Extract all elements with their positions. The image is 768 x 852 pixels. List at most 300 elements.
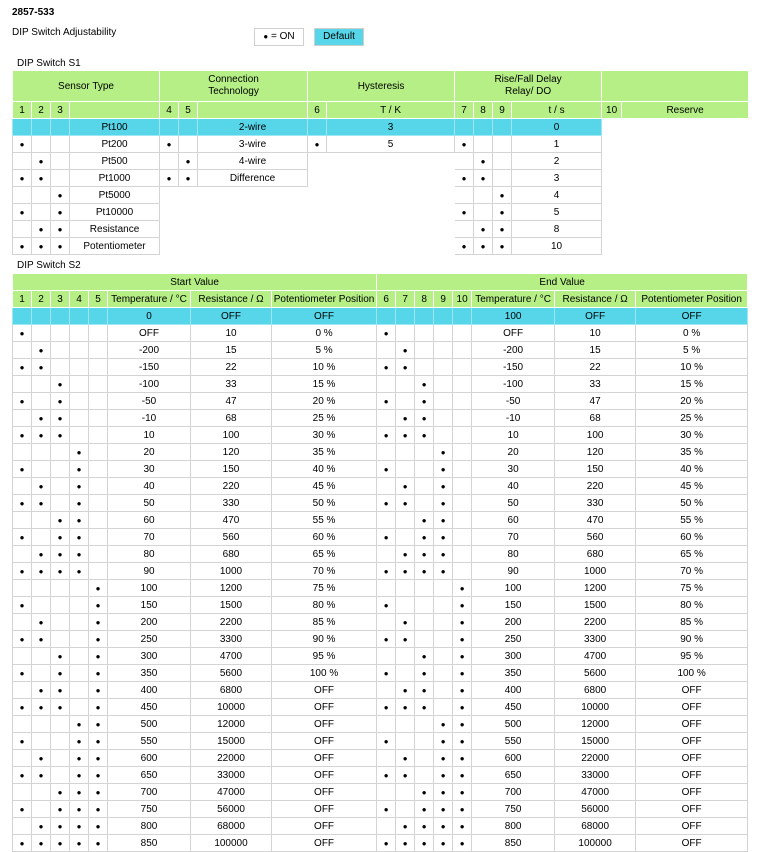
dot-icon [384, 498, 389, 509]
s2-end-sw6-cell [377, 478, 396, 495]
s1-sensor-type-cell: Pt500 [70, 153, 160, 170]
s2-end-resistance-cell: 1200 [555, 580, 636, 597]
dot-icon [460, 668, 465, 679]
s1-sw1-header: 1 [13, 102, 32, 119]
s2-end-sw7-cell [396, 818, 415, 835]
s2-end-sw6-cell [377, 733, 396, 750]
dot-icon [96, 600, 101, 611]
s2-row [13, 733, 748, 750]
s2-start-potentiometer-cell: 75 % [272, 580, 377, 597]
s2-start-resistance-cell: 22 [191, 359, 272, 376]
s2-end-sw10-cell [453, 614, 472, 631]
s2-end-sw8-cell [415, 563, 434, 580]
s2-end-sw9-cell [434, 359, 453, 376]
s2-end-sw8-cell [415, 308, 434, 325]
s2-start-resistance-cell: 12000 [191, 716, 272, 733]
s2-end-sw6-cell [377, 546, 396, 563]
s2-start-sw1-cell [13, 529, 32, 546]
dot-icon [77, 770, 82, 781]
dot-icon [58, 190, 63, 201]
dot-icon [58, 396, 63, 407]
s1-sw3-cell [51, 221, 70, 238]
s2-end-temperature-cell: 200 [472, 614, 555, 631]
dot-icon [96, 770, 101, 781]
s2-end-sw9-cell [434, 665, 453, 682]
s1-sw2-cell [32, 221, 51, 238]
s2-start-sw4-cell [70, 750, 89, 767]
s2-end-potentiometer-cell: 40 % [636, 461, 748, 478]
s2-start-sw4-cell [70, 512, 89, 529]
s2-row [13, 359, 748, 376]
s2-start-potentiometer-cell: OFF [272, 716, 377, 733]
s2-end-sw6-cell [377, 512, 396, 529]
s2-start-sw1-cell [13, 478, 32, 495]
s2-end-sw10-cell [453, 376, 472, 393]
s1-sw4-cell [160, 136, 179, 153]
s1-subheader-row [13, 102, 749, 119]
s2-end-sw9-cell [434, 342, 453, 359]
s1-sensor-type-cell: Potentiometer [70, 238, 160, 255]
s2-end-sw8-cell [415, 444, 434, 461]
s2-start-sw5-cell [89, 393, 108, 410]
s2-end-temperature-cell: 750 [472, 801, 555, 818]
s1-empty-cell [327, 153, 455, 170]
s2-sw1-header: 1 [13, 291, 32, 308]
s2-start-resistance-cell: 10 [191, 325, 272, 342]
s2-end-temperature-cell: 250 [472, 631, 555, 648]
s2-end-sw10-cell [453, 461, 472, 478]
s2-start-temperature-cell: 500 [108, 716, 191, 733]
s1-sw3-cell [51, 238, 70, 255]
s1-sw1-cell [13, 119, 32, 136]
s2-start-potentiometer-header: Potentiometer Position [272, 291, 377, 308]
s2-start-sw2-cell [32, 614, 51, 631]
s2-row [13, 784, 748, 801]
s2-start-sw5-cell [89, 308, 108, 325]
s2-end-sw8-cell [415, 801, 434, 818]
s2-start-sw1-cell [13, 750, 32, 767]
dot-icon [462, 207, 467, 218]
dot-icon [481, 241, 486, 252]
s2-end-sw6-cell [377, 682, 396, 699]
s2-end-potentiometer-cell: OFF [636, 733, 748, 750]
s1-empty-cell [327, 204, 455, 221]
s2-end-resistance-cell: 150 [555, 461, 636, 478]
s2-end-sw10-cell [453, 495, 472, 512]
s2-end-temperature-cell: 100 [472, 308, 555, 325]
s2-end-sw6-cell [377, 784, 396, 801]
s2-start-sw1-cell [13, 665, 32, 682]
s2-end-temperature-cell: 650 [472, 767, 555, 784]
legend-default [314, 28, 364, 46]
s2-start-sw4-cell [70, 546, 89, 563]
dot-icon [315, 139, 320, 150]
s1-sw3-cell [51, 136, 70, 153]
s2-start-sw5-cell [89, 733, 108, 750]
dot-icon [441, 532, 446, 543]
dot-icon [441, 736, 446, 747]
s1-empty-cell [622, 136, 749, 153]
s1-sw2-cell [32, 136, 51, 153]
s1-sw8-cell [474, 187, 493, 204]
s1-sensor-type-cell: Resistance [70, 221, 160, 238]
dot-icon [462, 139, 467, 150]
dot-icon [20, 173, 25, 184]
dot-icon [39, 685, 44, 696]
s2-start-resistance-cell: 150 [191, 461, 272, 478]
s2-start-sw2-cell [32, 359, 51, 376]
s2-start-sw1-cell [13, 648, 32, 665]
s2-start-sw2-cell [32, 716, 51, 733]
dot-icon [500, 190, 505, 201]
s2-end-resistance-cell: 22 [555, 359, 636, 376]
dot-icon [422, 804, 427, 815]
s1-sensor-type-cell: Pt10000 [70, 204, 160, 221]
dot-icon [422, 787, 427, 798]
s2-end-sw9-cell [434, 563, 453, 580]
s2-end-sw10-cell [453, 767, 472, 784]
s2-sw8-header: 8 [415, 291, 434, 308]
dot-icon [403, 685, 408, 696]
s2-end-sw7-cell [396, 427, 415, 444]
s1-sw7-cell [455, 136, 474, 153]
s2-start-potentiometer-cell: 65 % [272, 546, 377, 563]
s2-end-sw10-cell [453, 631, 472, 648]
s1-empty-cell [308, 238, 327, 255]
dot-icon [460, 702, 465, 713]
s2-start-resistance-cell: 3300 [191, 631, 272, 648]
s2-end-sw7-cell [396, 529, 415, 546]
s1-empty-cell [602, 170, 622, 187]
s2-end-sw9-cell [434, 648, 453, 665]
s2-start-sw5-cell [89, 478, 108, 495]
s2-start-sw2-cell [32, 478, 51, 495]
s2-start-sw1-cell [13, 546, 32, 563]
s2-row [13, 614, 748, 631]
s2-end-sw7-cell [396, 767, 415, 784]
dot-icon [96, 838, 101, 849]
s1-group-sensor-type: Sensor Type [13, 71, 160, 102]
s1-sw7-header: 7 [455, 102, 474, 119]
s2-start-resistance-cell: 47000 [191, 784, 272, 801]
dot-icon [77, 804, 82, 815]
s1-empty-cell [327, 221, 455, 238]
s2-start-sw2-cell [32, 631, 51, 648]
s2-end-resistance-cell: 5600 [555, 665, 636, 682]
s2-subheader-row [13, 291, 748, 308]
dot-icon [500, 207, 505, 218]
document-code: 2857-533 [12, 7, 55, 18]
s2-end-sw10-cell [453, 801, 472, 818]
s2-end-resistance-cell: 10000 [555, 699, 636, 716]
s2-end-potentiometer-cell: 30 % [636, 427, 748, 444]
s2-start-potentiometer-cell: 5 % [272, 342, 377, 359]
s2-start-potentiometer-cell: 45 % [272, 478, 377, 495]
s2-start-temperature-cell: 400 [108, 682, 191, 699]
s2-start-temperature-cell: 50 [108, 495, 191, 512]
s1-sw1-cell [13, 153, 32, 170]
dot-icon [77, 566, 82, 577]
s2-start-sw4-cell [70, 818, 89, 835]
dot-icon [422, 396, 427, 407]
s2-start-sw1-cell [13, 614, 32, 631]
s2-start-temperature-cell: 250 [108, 631, 191, 648]
dot-icon [58, 566, 63, 577]
dot-icon [441, 515, 446, 526]
dot-icon [441, 804, 446, 815]
s2-end-sw10-cell [453, 597, 472, 614]
default-swatch: Default [315, 29, 363, 45]
s2-end-sw8-cell [415, 665, 434, 682]
s2-end-resistance-cell: 330 [555, 495, 636, 512]
s2-start-resistance-cell: 1000 [191, 563, 272, 580]
s2-end-sw8-cell [415, 546, 434, 563]
dot-icon [77, 719, 82, 730]
s1-sw9-cell [493, 187, 512, 204]
s2-end-resistance-cell: 56000 [555, 801, 636, 818]
s2-sw10-header: 10 [453, 291, 472, 308]
dot-icon [422, 838, 427, 849]
legend-text: = ON [271, 31, 295, 42]
s2-end-potentiometer-cell: OFF [636, 835, 748, 852]
dot-icon [384, 532, 389, 543]
dot-icon [384, 634, 389, 645]
dot-icon [58, 685, 63, 696]
s2-start-sw5-cell [89, 376, 108, 393]
s2-start-sw1-cell [13, 784, 32, 801]
s2-start-sw5-cell [89, 563, 108, 580]
s2-row [13, 580, 748, 597]
s2-end-sw7-cell [396, 716, 415, 733]
s2-end-sw6-cell [377, 495, 396, 512]
s2-end-sw7-cell [396, 665, 415, 682]
s2-title: DIP Switch S2 [17, 260, 81, 271]
s2-start-sw5-cell [89, 835, 108, 852]
s2-end-potentiometer-cell: 15 % [636, 376, 748, 393]
s1-sw3-cell [51, 119, 70, 136]
s2-start-sw4-cell [70, 835, 89, 852]
dot-icon [39, 549, 44, 560]
s2-start-potentiometer-cell: 50 % [272, 495, 377, 512]
s2-end-sw10-cell [453, 529, 472, 546]
s2-start-sw4-cell [70, 784, 89, 801]
dot-icon [58, 668, 63, 679]
s2-end-sw8-cell [415, 427, 434, 444]
s2-start-resistance-cell: 2200 [191, 614, 272, 631]
dot-icon [460, 600, 465, 611]
s2-end-resistance-cell: 100 [555, 427, 636, 444]
s2-start-sw5-cell [89, 512, 108, 529]
dot-icon [39, 362, 44, 373]
s2-start-sw3-cell [51, 682, 70, 699]
s1-group-header-row [13, 71, 749, 102]
s2-end-sw9-cell [434, 444, 453, 461]
s1-hysteresis-cell: 3 [327, 119, 455, 136]
s1-sw8-cell [474, 119, 493, 136]
s2-end-sw8-cell [415, 733, 434, 750]
s1-connection-cell: 2-wire [198, 119, 308, 136]
s2-end-sw6-cell [377, 818, 396, 835]
s2-start-sw4-cell [70, 461, 89, 478]
dot-icon [403, 566, 408, 577]
s2-start-resistance-cell: 10000 [191, 699, 272, 716]
s1-empty-cell [308, 153, 327, 170]
dot-icon [20, 362, 25, 373]
s2-end-temperature-cell: 500 [472, 716, 555, 733]
s2-start-sw2-cell [32, 444, 51, 461]
s2-start-potentiometer-cell: 90 % [272, 631, 377, 648]
dot-icon [441, 753, 446, 764]
s2-end-potentiometer-cell: 65 % [636, 546, 748, 563]
dot-icon [39, 345, 44, 356]
s2-end-potentiometer-cell: 20 % [636, 393, 748, 410]
s2-row [13, 376, 748, 393]
dot-icon [167, 139, 172, 150]
s2-end-sw8-cell [415, 529, 434, 546]
dot-icon [20, 702, 25, 713]
dot-icon [403, 362, 408, 373]
s2-start-sw1-cell [13, 359, 32, 376]
s1-sensor-type-cell: Pt1000 [70, 170, 160, 187]
s2-start-sw2-cell [32, 529, 51, 546]
s2-start-sw5-cell [89, 750, 108, 767]
s2-start-sw2-cell [32, 512, 51, 529]
s1-sw3-cell [51, 204, 70, 221]
dot-icon [20, 328, 25, 339]
s2-group-header-row [13, 274, 748, 291]
s2-start-potentiometer-cell: OFF [272, 308, 377, 325]
dot-icon [403, 430, 408, 441]
s2-end-resistance-cell: 680 [555, 546, 636, 563]
s2-start-sw4-cell [70, 410, 89, 427]
s2-start-sw2-cell [32, 665, 51, 682]
s1-sw9-cell [493, 221, 512, 238]
s2-start-sw3-cell [51, 631, 70, 648]
s2-row [13, 325, 748, 342]
s1-sw2-cell [32, 119, 51, 136]
s2-end-resistance-cell: 47 [555, 393, 636, 410]
dot-icon [58, 515, 63, 526]
s2-start-sw3-cell [51, 784, 70, 801]
s2-start-resistance-cell: 5600 [191, 665, 272, 682]
s1-sw1-cell [13, 187, 32, 204]
s2-end-potentiometer-cell: 0 % [636, 325, 748, 342]
dot-icon [58, 241, 63, 252]
s2-start-temperature-cell: 60 [108, 512, 191, 529]
s2-table [12, 273, 748, 852]
dot-icon [96, 821, 101, 832]
dot-icon [77, 838, 82, 849]
s2-end-sw7-cell [396, 393, 415, 410]
dot-icon [39, 702, 44, 713]
dot-icon [20, 396, 25, 407]
s1-sw8-cell [474, 204, 493, 221]
s2-start-potentiometer-cell: 55 % [272, 512, 377, 529]
dot-icon [77, 787, 82, 798]
s1-row [13, 119, 749, 136]
dot-icon [77, 549, 82, 560]
s2-start-sw3-cell [51, 427, 70, 444]
dot-icon [39, 156, 44, 167]
s1-sw8-cell [474, 136, 493, 153]
s2-row [13, 665, 748, 682]
s2-end-sw6-cell [377, 308, 396, 325]
s2-sw4-header: 4 [70, 291, 89, 308]
s2-end-sw8-cell [415, 631, 434, 648]
s2-start-sw3-cell [51, 733, 70, 750]
s2-end-sw10-cell [453, 665, 472, 682]
dot-icon [39, 413, 44, 424]
dot-icon [77, 515, 82, 526]
s2-end-sw9-cell [434, 427, 453, 444]
dot-icon [384, 328, 389, 339]
dot-icon [96, 787, 101, 798]
s2-end-potentiometer-cell: 70 % [636, 563, 748, 580]
s2-end-temperature-cell: -50 [472, 393, 555, 410]
s2-end-sw8-cell [415, 818, 434, 835]
s2-end-sw7-cell [396, 325, 415, 342]
s2-start-sw2-cell [32, 461, 51, 478]
s2-end-temperature-cell: 40 [472, 478, 555, 495]
s2-start-sw4-cell [70, 393, 89, 410]
s1-empty-cell [602, 153, 622, 170]
s2-start-sw4-cell [70, 427, 89, 444]
s1-sw2-cell [32, 153, 51, 170]
dot-icon [96, 634, 101, 645]
s2-start-sw4-cell [70, 767, 89, 784]
s2-row [13, 546, 748, 563]
s2-start-resistance-cell: OFF [191, 308, 272, 325]
dot-icon [96, 736, 101, 747]
s2-start-sw4-cell [70, 648, 89, 665]
s2-start-resistance-cell: 68000 [191, 818, 272, 835]
s2-start-potentiometer-cell: OFF [272, 784, 377, 801]
dot-icon [422, 702, 427, 713]
s1-sw7-cell [455, 187, 474, 204]
s2-start-sw1-cell [13, 308, 32, 325]
dot-icon [58, 549, 63, 560]
dot-icon [58, 821, 63, 832]
s2-end-resistance-cell: 120 [555, 444, 636, 461]
s1-sw2-cell [32, 238, 51, 255]
s1-sw1-cell [13, 204, 32, 221]
s2-start-sw1-cell [13, 410, 32, 427]
s2-start-sw1-cell [13, 818, 32, 835]
s2-end-sw7-cell [396, 495, 415, 512]
dot-icon [39, 241, 44, 252]
s2-start-potentiometer-cell: OFF [272, 835, 377, 852]
s2-start-temperature-cell: 850 [108, 835, 191, 852]
s2-start-sw3-cell [51, 478, 70, 495]
s2-end-potentiometer-cell: 10 % [636, 359, 748, 376]
s2-end-sw6-cell [377, 461, 396, 478]
s2-end-sw8-cell [415, 835, 434, 852]
s1-sw3-cell [51, 153, 70, 170]
s2-row [13, 512, 748, 529]
s2-start-sw1-cell [13, 325, 32, 342]
s1-sw7-cell [455, 119, 474, 136]
s2-start-sw5-cell [89, 580, 108, 597]
s2-end-resistance-cell: 10 [555, 325, 636, 342]
s2-start-sw1-cell [13, 835, 32, 852]
s2-start-potentiometer-cell: 60 % [272, 529, 377, 546]
s1-connection-cell: 4-wire [198, 153, 308, 170]
s1-sw8-cell [474, 170, 493, 187]
s2-start-sw2-cell [32, 342, 51, 359]
s2-start-sw3-cell [51, 376, 70, 393]
s2-start-sw3-cell [51, 444, 70, 461]
s1-empty-cell [327, 170, 455, 187]
